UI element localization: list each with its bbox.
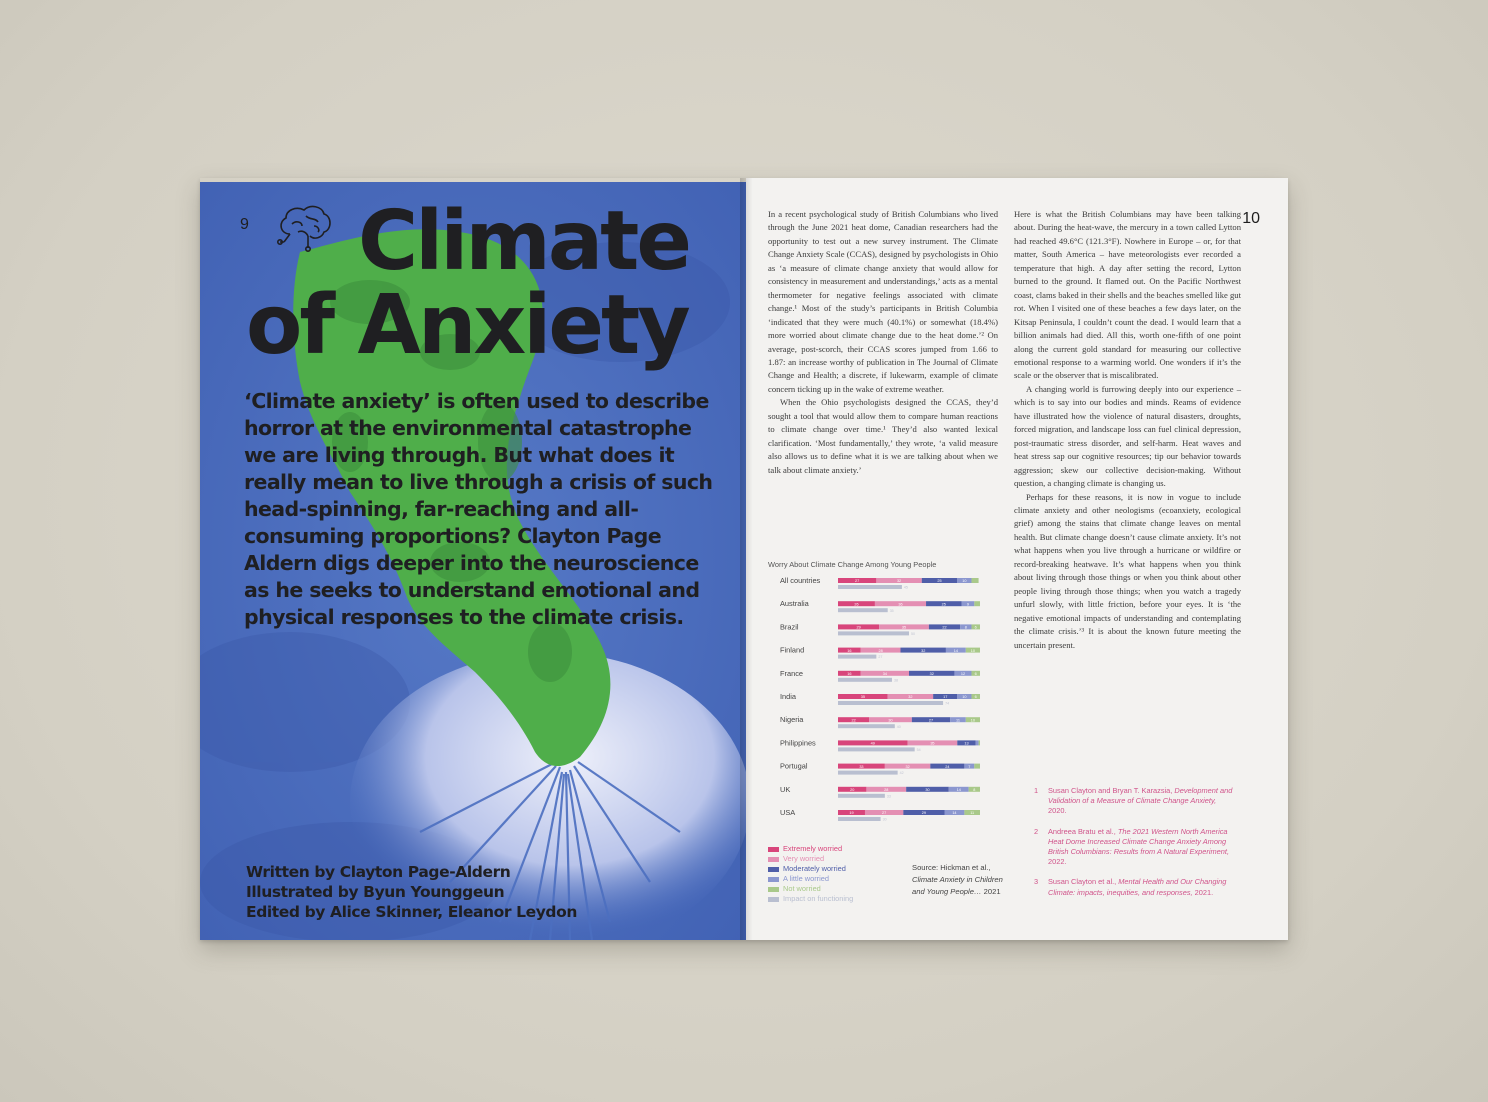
category-label: USA	[780, 808, 796, 817]
credit-writer: Written by Clayton Page-Aldern	[246, 863, 511, 881]
footnote: 1 Susan Clayton and Bryan T. Karazsia, Development and Validation of a Measure of Climate Change Anxiety, 2020.	[1034, 786, 1233, 816]
chart-legend	[768, 844, 853, 904]
bar-value-label: 17	[943, 695, 948, 700]
paragraph: Here is what the British Columbians may have been talking about. During the heat-wave, the mercury in a town called Lytton had reached 49.6°C (121.3°F). Nowhere in Europe – or, for that matter, South America – have meteorologists ever recorded a temperature that high. A day after setting the record, Lytton burned to the ground. It flamed out. On the Pacific Northwest coast, clams baked in their shells and the beaches smelled like gut rot. When I visited one of these beaches a few days later, on the Kitsap Peninsula, I couldn’t count the dead. I would learn that a billion animals had died. All this, worth one-fifth of one point along the current gold standard for measuring our collective emotional response to a warming world. One wonders if it’s the scale or the observer that is miscalibrated.	[1014, 209, 1241, 381]
impact-value-label: 54	[916, 748, 921, 752]
legend-item	[768, 874, 853, 884]
impact-value-label: 74	[945, 701, 950, 706]
bar-value-label: 11	[970, 811, 975, 816]
bar-value-label: 32	[929, 672, 934, 676]
bar-segment	[979, 740, 980, 745]
credit-editors: Edited by Alice Skinner, Eleanor Leydon	[246, 903, 578, 921]
category-label: France	[780, 668, 804, 678]
bar-value-label: 30	[925, 788, 930, 792]
impact-bar	[838, 631, 909, 635]
category-label: UK	[780, 784, 791, 794]
bar-value-label: 32	[896, 579, 902, 584]
impact-bar	[838, 655, 876, 659]
bar-value-label: 20	[850, 788, 855, 792]
bar-value-label: 16	[847, 648, 852, 653]
page-number-right: 10	[1242, 210, 1260, 227]
impact-bar	[838, 724, 895, 728]
bar-value-label: 32	[908, 695, 913, 700]
bar-value-label: 13	[964, 741, 969, 746]
article-title	[246, 194, 726, 373]
source-year: 2021	[983, 887, 1001, 896]
bar-value-label: 33	[859, 764, 864, 769]
footnote: 2 Andreea Bratu et al., The 2021 Western North America Heat Dome Increased Climate Change Anxiety Among British Columbians: Results from A Natural Experiment, 2022.	[1034, 826, 1229, 867]
bar-value-label: 25	[941, 602, 946, 607]
bar-value-label: 22	[851, 718, 856, 723]
bar-value-label: 8	[973, 788, 976, 792]
bar-value-label: 35	[860, 695, 865, 700]
legend-swatch	[768, 857, 779, 862]
category-label: All countries	[780, 576, 821, 585]
impact-bar	[838, 747, 915, 751]
legend-swatch	[768, 887, 779, 892]
impact-value-label: 50	[911, 632, 915, 636]
legend-label: Moderately worried	[783, 864, 846, 873]
bar-segment	[971, 578, 978, 583]
legend-swatch	[768, 897, 779, 902]
right-page	[746, 178, 1288, 940]
body-column-2	[1014, 208, 1241, 652]
bar-value-label: 10	[970, 648, 976, 653]
bar-value-label: 6	[974, 695, 977, 700]
bar-value-label: 14	[956, 788, 961, 792]
bar-value-label: 6	[974, 625, 977, 630]
credits	[246, 862, 666, 922]
bar-segment	[974, 764, 980, 769]
legend-swatch	[768, 877, 779, 882]
bar-value-label: 36	[898, 602, 903, 607]
chart-source	[912, 862, 1012, 898]
impact-bar	[838, 608, 888, 612]
legend-item	[768, 854, 853, 864]
bar-value-label: 32	[921, 648, 926, 653]
magazine-spread	[200, 178, 1288, 940]
legend-label: Extremely worried	[783, 844, 843, 853]
legend-item	[768, 884, 853, 894]
impact-bar	[838, 794, 885, 798]
bar-value-label: 10	[962, 695, 967, 700]
category-label: India	[780, 692, 797, 701]
legend-swatch	[768, 867, 779, 872]
credit-illustrator: Illustrated by Byun Younggeun	[246, 883, 505, 901]
category-label: Philippines	[780, 738, 816, 748]
title-line-1: Climate	[358, 194, 689, 289]
page-number-left: 9	[240, 216, 249, 233]
legend-item	[768, 844, 853, 854]
chart-plot	[768, 574, 1008, 842]
source-label: Source: Hickman et al.,	[912, 863, 991, 872]
bar-value-label: 10	[970, 718, 976, 723]
bar-value-label: 29	[856, 625, 861, 630]
legend-label: Very worried	[783, 854, 825, 863]
bar-value-label: 27	[882, 811, 887, 816]
bar-value-label: 12	[960, 672, 966, 676]
bar-value-label: 22	[942, 625, 947, 630]
bar-value-label: 14	[953, 648, 958, 653]
bar-segment	[976, 740, 979, 745]
bar-segment	[974, 601, 980, 606]
bar-value-label: 16	[847, 672, 852, 676]
impact-bar	[838, 678, 892, 682]
bar-value-label: 10	[962, 579, 967, 584]
bar-value-label: 28	[878, 648, 883, 653]
source-title: Climate Anxiety in Children and Young People…	[912, 875, 1003, 896]
impact-bar	[838, 817, 881, 821]
legend-item	[768, 894, 853, 904]
bar-value-label: 14	[952, 811, 957, 816]
worry-chart	[768, 560, 1008, 920]
standfirst: ‘Climate anxiety’ is often used to describe horror at the environmental catastrophe we are living through. But what does it really mean to live through a crisis of such head-spinning, far-reaching and all-consuming proportions? Clayton Page Aldern digs deeper into the neuroscience as he seeks to understand emotional and physical responses to the climate crisis.	[244, 389, 713, 629]
bar-value-label: 34	[882, 672, 887, 676]
bar-value-label: 24	[945, 764, 950, 769]
impact-value-label: 45	[903, 585, 908, 590]
bar-value-label: 7	[968, 764, 971, 769]
legend-item	[768, 864, 853, 874]
legend-swatch	[768, 847, 779, 852]
bar-value-label: 19	[849, 811, 854, 816]
impact-bar	[838, 771, 898, 775]
category-label: Finland	[780, 645, 805, 655]
bar-value-label: 9	[966, 602, 969, 607]
paragraph: When the Ohio psychologists designed the CCAS, they’d sought a tool that would allow them to compare human reactions to climate change over time.¹ They’d also wanted lexical clarification. ‘Most fundamentally,’ they wrote, ‘a valid measure also allows us to define what it is we are talking about when we talk about climate anxiety.’	[768, 397, 998, 475]
impact-value-label: 40	[896, 724, 901, 729]
left-page	[200, 182, 746, 940]
impact-value-label: 38	[893, 678, 898, 683]
bar-value-label: 49	[870, 741, 875, 746]
impact-value-label: 33	[886, 794, 891, 799]
category-label: Nigeria	[780, 715, 804, 725]
bar-value-label: 27	[928, 718, 934, 723]
paragraph: Perhaps for these reasons, it is now in vogue to include climate anxiety and other neologisms (ecoanxiety, ecological grief) among the stains that climate change leaves on mental health. But climate change doesn’t cause climate anxiety. It’s not what happens when you live through a hurricane or wildfire or record-breaking heatwave. It’s what happens when you think about living through those things or when you think about other people living through those things; when you watch a tragedy unfurl slowly, with little friction, before your eyes. It is ‘the negative emotional impacts of understanding and contemplating the climate crisis.’³ It is about the known future meeting the uncertain present.	[1014, 491, 1241, 650]
bar-value-label: 26	[854, 602, 859, 607]
category-label: Australia	[780, 599, 809, 609]
bar-value-label: 27	[855, 579, 860, 584]
paragraph: A changing world is furrowing deeply into our experience – which is to say into our bodies and minds. Reams of evidence have illustrated how the violence of natural disasters, droughts, forced migration, and landscape loss can fuel clinical depression, post-traumatic stress disorder, and self-harm. Heat waves and heat stress sap our cognitive resources; tip our behavior towards aggression; skew our collective decision-making. Without question, a changing climate is changing us.	[1014, 383, 1241, 489]
footnote: 3 Susan Clayton et al., Mental Health and Our Changing Climate: impacts, inequities, and responses, 2021.	[1034, 877, 1227, 897]
bar-value-label: 8	[964, 625, 967, 630]
legend-label: Impact on functioning	[783, 894, 854, 903]
bar-value-label: 11	[956, 718, 960, 723]
bar-value-label: 35	[901, 625, 907, 630]
bar-value-label: 35	[930, 741, 935, 746]
title-line-2: of Anxiety	[246, 278, 688, 373]
bar-value-label: 29	[921, 811, 927, 816]
paragraph: In a recent psychological study of British Columbians who lived through the June 2021 heat dome, Canadian researchers had the opportunity to test out a new survey instrument. The Climate Change Anxiety Scale (CCAS), designed by psychologists in Ohio as ‘a measure of climate change anxiety that would allow for consistency in measurement and understandings,’ acts as a mental thermometer for negative feelings associated with climate change.¹ Most of the study’s participants in British Columbia ‘indicated that they were much (40.1%) or somewhat (18.4%) more worried about climate change due to the heat dome.’² On average, post-scorch, their CCAS scores jumped from 1.66 to 1.87: an increase worthy of publication in The Journal of Climate Change and Health; a discrete, if lukewarm, example of climate concern ticking up in the wake of extreme weather.	[768, 209, 998, 394]
impact-value-label: 35	[889, 608, 894, 613]
category-label: Portugal	[780, 761, 808, 771]
legend-label: Not worried	[783, 884, 821, 893]
impact-value-label: 42	[899, 771, 904, 776]
footnotes	[1034, 786, 1234, 908]
chart-title: Worry About Climate Change Among Young People	[768, 560, 937, 569]
impact-value-label: 30	[882, 817, 887, 822]
impact-bar	[838, 701, 943, 705]
category-label: Brazil	[780, 622, 799, 632]
bar-value-label: 30	[888, 718, 893, 723]
body-column-1	[768, 208, 998, 477]
impact-value-label: 27	[878, 655, 883, 660]
legend-label: A little worried	[783, 874, 830, 883]
impact-bar	[838, 585, 902, 589]
bar-value-label: 25	[937, 579, 942, 584]
bar-value-label: 6	[974, 672, 977, 676]
bar-value-label: 28	[884, 788, 889, 792]
bar-value-label: 32	[905, 764, 910, 769]
